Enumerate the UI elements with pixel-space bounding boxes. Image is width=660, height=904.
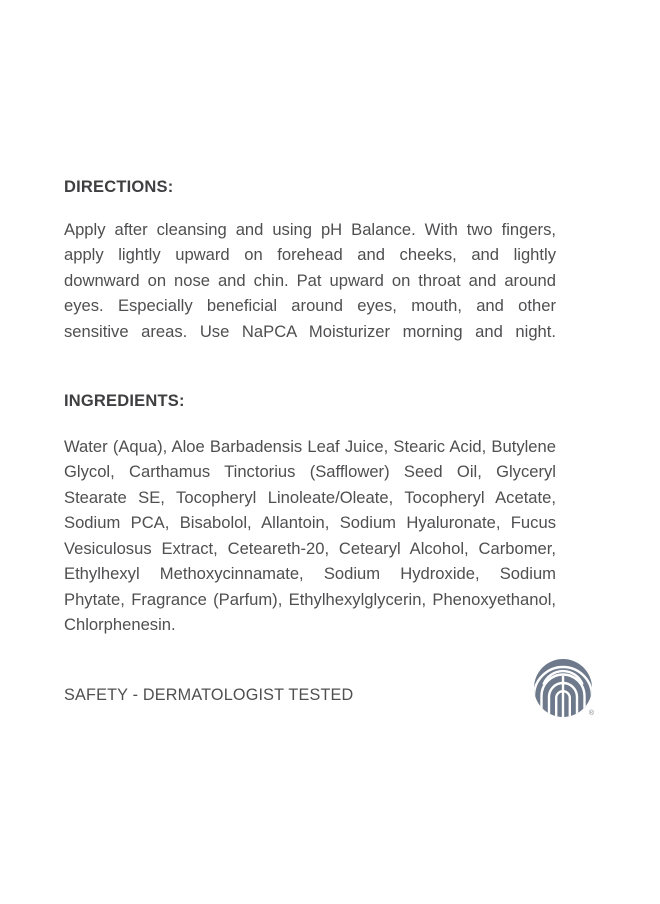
- label-content: [64, 178, 594, 743]
- spacer: [64, 370, 556, 392]
- spacer: [64, 412, 556, 434]
- ingredients-heading: INGREDIENTS:: [64, 391, 185, 410]
- nu-skin-logo-icon: [531, 656, 595, 720]
- safety-row: [64, 683, 594, 743]
- ingredients-body: Water (Aqua), Aloe Barbadensis Leaf Juice, Stearic Acid, Butylene Glycol, Carthamus Tinctorius (Safflower) Seed Oil, Glyceryl Stearate SE, Tocopheryl Linoleate/Oleate, Tocopheryl Acetate, Sodium PCA, Bisabolol, Allantoin, Sodium Hyaluronate, Fucus Vesiculosus Extract, Ceteareth-20, Cetearyl Alcohol, Carbomer, Ethylhexyl Methoxycinnamate, Sodium Hydroxide, Sodium Phytate, Fragrance (Parfum), Ethylhexylglycerin, Phenoxyethanol, Chlorphenesin.: [64, 436, 556, 635]
- nu-skin-logo: [531, 656, 595, 720]
- spacer: [64, 663, 556, 683]
- registered-trademark-icon: ®: [588, 710, 594, 718]
- directions-heading: DIRECTIONS:: [64, 178, 174, 196]
- directions-body: Apply after cleansing and using pH Balance. With two fingers, apply lightly upward on forehead and cheeks, and lightly downward on nose and chin. Pat upward on throat and around eyes. Especially beneficial around eyes, mouth, and other sensitive areas. Use NaPCA Moisturizer morning and night.: [64, 219, 556, 341]
- safety-statement: SAFETY - DERMATOLOGIST TESTED: [64, 686, 354, 705]
- spacer: [64, 198, 556, 217]
